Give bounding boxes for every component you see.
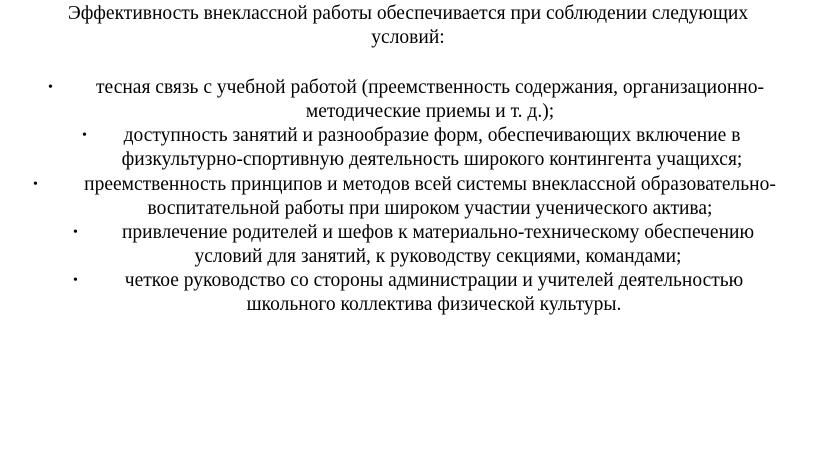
bullet-icon: • — [73, 225, 78, 240]
bullet-icon: • — [82, 128, 87, 143]
condition-4-line-2: условий для занятий, к руководству секциями, командами; — [194, 246, 682, 267]
condition-3-line-2: воспитательной работы при широком участии ученического актива; — [147, 198, 713, 219]
condition-1-line-1: тесная связь с учебной работой (преемственность содержания, организационно- — [96, 77, 764, 98]
condition-2-line-1: доступность занятий и разнообразие форм, обеспечивающих включение в — [123, 125, 741, 146]
condition-3-line-1: преемственность принципов и методов всей системы внеклассной образовательно- — [84, 174, 776, 195]
bullet-icon: • — [33, 177, 38, 192]
bullet-icon: • — [73, 273, 78, 288]
condition-2-line-2: физкультурно-спортивную деятельность широкого контингента учащихся; — [121, 149, 743, 170]
condition-5-line-1: четкое руководство со стороны администрации и учителей деятельностью — [124, 270, 744, 291]
condition-5-line-2: школьного коллектива физической культуры. — [246, 294, 622, 315]
intro-line-1: Эффективность внеклассной работы обеспечивается при соблюдении следующих — [67, 3, 749, 24]
condition-1-line-2: методические приемы и т. д.); — [305, 101, 555, 122]
intro-line-2: условий: — [371, 27, 445, 48]
condition-4-line-1: привлечение родителей и шефов к материально-техническому обеспечению — [121, 222, 755, 243]
bullet-icon: • — [48, 80, 53, 95]
